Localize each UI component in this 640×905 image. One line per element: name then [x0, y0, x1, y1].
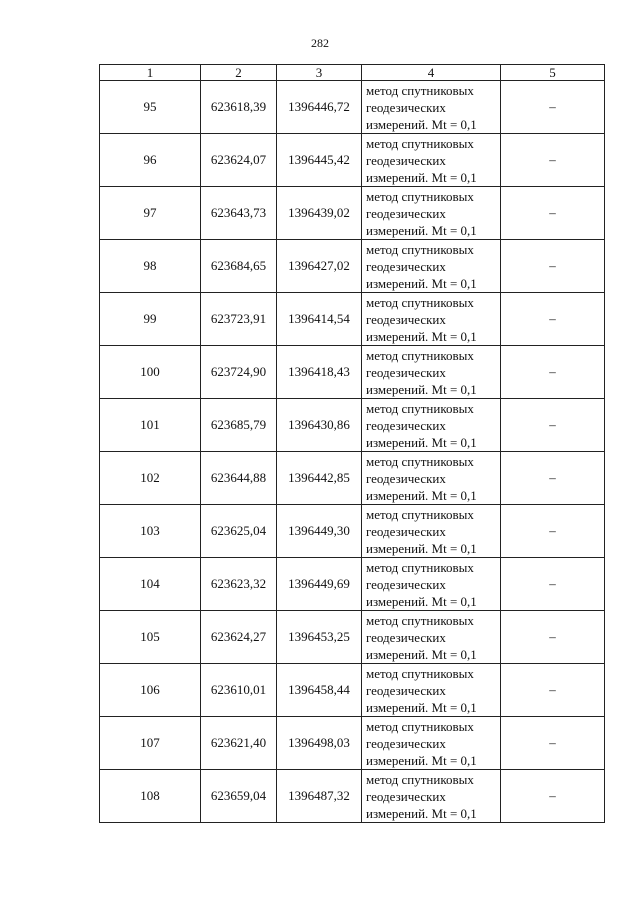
method-line: измерений. Mt = 0,1 [366, 222, 477, 238]
note-cell: – [501, 81, 605, 134]
method-line: метод спутниковых [366, 82, 474, 98]
method-line: метод спутниковых [366, 294, 474, 310]
method-line: измерений. Mt = 0,1 [366, 328, 477, 344]
method-line: метод спутниковых [366, 453, 474, 469]
column-header: 4 [362, 65, 501, 81]
method-line: геодезических [366, 735, 446, 751]
method-line: измерений. Mt = 0,1 [366, 752, 477, 768]
method-cell [362, 81, 501, 134]
method-line: геодезических [366, 152, 446, 168]
note-cell: – [501, 717, 605, 770]
y-coordinate-cell: 1396442,85 [277, 452, 362, 505]
method-line: измерений. Mt = 0,1 [366, 593, 477, 609]
method-line: геодезических [366, 205, 446, 221]
table-row [100, 717, 605, 770]
point-number-cell: 96 [100, 134, 201, 187]
point-number-cell: 104 [100, 558, 201, 611]
method-cell [362, 187, 501, 240]
method-line: измерений. Mt = 0,1 [366, 275, 477, 291]
method-line: измерений. Mt = 0,1 [366, 169, 477, 185]
x-coordinate-cell: 623659,04 [201, 770, 277, 823]
coordinates-table [99, 64, 605, 823]
point-number-cell: 106 [100, 664, 201, 717]
method-line: метод спутниковых [366, 559, 474, 575]
note-cell: – [501, 611, 605, 664]
x-coordinate-cell: 623623,32 [201, 558, 277, 611]
header-row [100, 65, 605, 81]
x-coordinate-cell: 623624,27 [201, 611, 277, 664]
method-line: геодезических [366, 417, 446, 433]
y-coordinate-cell: 1396445,42 [277, 134, 362, 187]
point-number-cell: 98 [100, 240, 201, 293]
method-line: метод спутниковых [366, 612, 474, 628]
x-coordinate-cell: 623685,79 [201, 399, 277, 452]
note-cell: – [501, 558, 605, 611]
y-coordinate-cell: 1396449,69 [277, 558, 362, 611]
method-cell [362, 293, 501, 346]
note-cell: – [501, 346, 605, 399]
method-cell [362, 452, 501, 505]
note-cell: – [501, 240, 605, 293]
y-coordinate-cell: 1396414,54 [277, 293, 362, 346]
table-row [100, 240, 605, 293]
x-coordinate-cell: 623684,65 [201, 240, 277, 293]
table-row [100, 293, 605, 346]
note-cell: – [501, 293, 605, 346]
method-line: геодезических [366, 629, 446, 645]
table-row [100, 134, 605, 187]
method-line: геодезических [366, 99, 446, 115]
note-cell: – [501, 770, 605, 823]
x-coordinate-cell: 623643,73 [201, 187, 277, 240]
method-line: измерений. Mt = 0,1 [366, 540, 477, 556]
note-cell: – [501, 505, 605, 558]
method-line: геодезических [366, 523, 446, 539]
note-cell: – [501, 134, 605, 187]
method-line: метод спутниковых [366, 347, 474, 363]
x-coordinate-cell: 623625,04 [201, 505, 277, 558]
method-cell [362, 240, 501, 293]
y-coordinate-cell: 1396439,02 [277, 187, 362, 240]
note-cell: – [501, 399, 605, 452]
method-line: геодезических [366, 258, 446, 274]
table-row [100, 558, 605, 611]
note-cell: – [501, 452, 605, 505]
method-line: геодезических [366, 576, 446, 592]
point-number-cell: 108 [100, 770, 201, 823]
y-coordinate-cell: 1396430,86 [277, 399, 362, 452]
table-body [100, 81, 605, 823]
method-cell [362, 770, 501, 823]
method-cell [362, 399, 501, 452]
method-line: геодезических [366, 311, 446, 327]
method-line: геодезических [366, 788, 446, 804]
table-row [100, 187, 605, 240]
point-number-cell: 105 [100, 611, 201, 664]
table-row [100, 770, 605, 823]
method-line: измерений. Mt = 0,1 [366, 434, 477, 450]
column-header: 2 [201, 65, 277, 81]
y-coordinate-cell: 1396498,03 [277, 717, 362, 770]
y-coordinate-cell: 1396449,30 [277, 505, 362, 558]
point-number-cell: 101 [100, 399, 201, 452]
table-row [100, 81, 605, 134]
method-line: измерений. Mt = 0,1 [366, 487, 477, 503]
method-cell [362, 134, 501, 187]
point-number-cell: 95 [100, 81, 201, 134]
method-line: метод спутниковых [366, 241, 474, 257]
method-cell [362, 505, 501, 558]
y-coordinate-cell: 1396418,43 [277, 346, 362, 399]
table-row [100, 664, 605, 717]
method-line: геодезических [366, 364, 446, 380]
method-line: измерений. Mt = 0,1 [366, 116, 477, 132]
table-row [100, 452, 605, 505]
x-coordinate-cell: 623618,39 [201, 81, 277, 134]
column-header: 5 [501, 65, 605, 81]
table-row [100, 346, 605, 399]
table-header [100, 65, 605, 81]
point-number-cell: 103 [100, 505, 201, 558]
method-cell [362, 717, 501, 770]
y-coordinate-cell: 1396458,44 [277, 664, 362, 717]
point-number-cell: 107 [100, 717, 201, 770]
x-coordinate-cell: 623724,90 [201, 346, 277, 399]
table-row [100, 611, 605, 664]
method-cell [362, 611, 501, 664]
table-row [100, 399, 605, 452]
y-coordinate-cell: 1396453,25 [277, 611, 362, 664]
point-number-cell: 102 [100, 452, 201, 505]
method-cell [362, 558, 501, 611]
method-cell [362, 346, 501, 399]
page-number: 282 [311, 36, 329, 50]
y-coordinate-cell: 1396487,32 [277, 770, 362, 823]
point-number-cell: 97 [100, 187, 201, 240]
method-line: метод спутниковых [366, 188, 474, 204]
note-cell: – [501, 187, 605, 240]
method-line: метод спутниковых [366, 506, 474, 522]
method-line: геодезических [366, 682, 446, 698]
x-coordinate-cell: 623644,88 [201, 452, 277, 505]
point-number-cell: 100 [100, 346, 201, 399]
method-line: геодезических [366, 470, 446, 486]
x-coordinate-cell: 623723,91 [201, 293, 277, 346]
table-row [100, 505, 605, 558]
y-coordinate-cell: 1396427,02 [277, 240, 362, 293]
method-line: измерений. Mt = 0,1 [366, 699, 477, 715]
method-line: измерений. Mt = 0,1 [366, 381, 477, 397]
x-coordinate-cell: 623610,01 [201, 664, 277, 717]
x-coordinate-cell: 623624,07 [201, 134, 277, 187]
method-line: метод спутниковых [366, 718, 474, 734]
method-line: измерений. Mt = 0,1 [366, 805, 477, 821]
column-header: 1 [100, 65, 201, 81]
method-cell [362, 664, 501, 717]
method-line: измерений. Mt = 0,1 [366, 646, 477, 662]
x-coordinate-cell: 623621,40 [201, 717, 277, 770]
method-line: метод спутниковых [366, 665, 474, 681]
method-line: метод спутниковых [366, 135, 474, 151]
y-coordinate-cell: 1396446,72 [277, 81, 362, 134]
method-line: метод спутниковых [366, 771, 474, 787]
column-header: 3 [277, 65, 362, 81]
note-cell: – [501, 664, 605, 717]
method-line: метод спутниковых [366, 400, 474, 416]
point-number-cell: 99 [100, 293, 201, 346]
